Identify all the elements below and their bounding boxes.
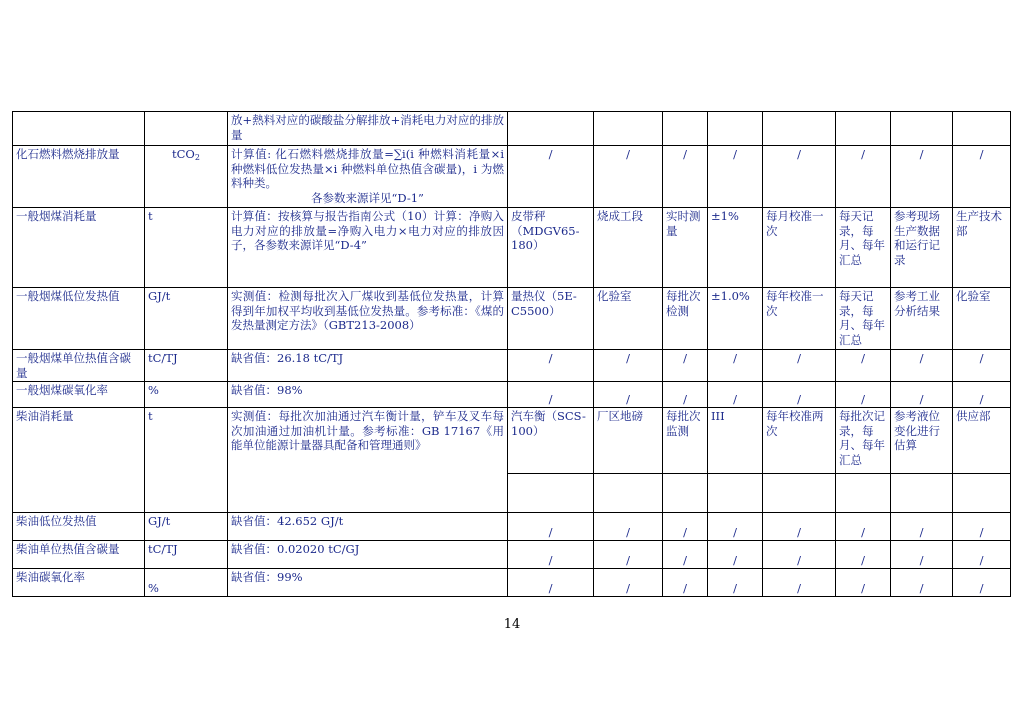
unit-cell: t [145, 408, 228, 513]
empty-cell [508, 474, 594, 513]
slash-cell: / [508, 541, 594, 569]
empty-cell [836, 474, 891, 513]
slash-cell: / [836, 382, 891, 408]
slash-cell: / [708, 350, 763, 382]
slash-cell: / [508, 513, 594, 541]
slash-cell: / [891, 146, 953, 208]
department-cell: 化验室 [953, 288, 1011, 350]
empty-cell [953, 474, 1011, 513]
source-note: 各参数来源详见“D-1” [311, 190, 424, 205]
slash-cell: / [763, 382, 836, 408]
slash-cell: / [953, 146, 1011, 208]
slash-cell: / [763, 350, 836, 382]
empty-cell [663, 474, 708, 513]
param-name-cell: 柴油单位热值含碳量 [13, 541, 145, 569]
slash-cell: / [708, 569, 763, 597]
empty-cell [836, 112, 891, 146]
slash-cell: / [836, 513, 891, 541]
slash-cell: / [594, 146, 663, 208]
source-cell: 缺省值：26.18 tC/TJ [228, 350, 508, 382]
slash-cell: / [891, 569, 953, 597]
audit-cell: 参考工业分析结果 [891, 288, 953, 350]
table-row [13, 288, 1011, 350]
slash-cell: / [891, 382, 953, 408]
slash-cell: / [594, 569, 663, 597]
slash-cell: / [663, 350, 708, 382]
table-row [13, 146, 1011, 208]
slash-cell: / [953, 513, 1011, 541]
department-cell: 供应部 [953, 408, 1011, 474]
audit-cell: 参考液位变化进行估算 [891, 408, 953, 474]
meter-cell: 皮带秤（MDGV65-180） [508, 208, 594, 288]
slash-cell: / [663, 146, 708, 208]
record-cell: 每批次记录，每月、每年汇总 [836, 408, 891, 474]
empty-cell [953, 112, 1011, 146]
source-cell: 缺省值：98% [228, 382, 508, 408]
slash-cell: / [708, 541, 763, 569]
accuracy-cell: ±1% [708, 208, 763, 288]
meter-cell: 量热仪（5E-C5500） [508, 288, 594, 350]
frequency-cell: 每批次检测 [663, 288, 708, 350]
source-cell [228, 146, 508, 208]
param-name-cell: 柴油低位发热值 [13, 513, 145, 541]
record-cell: 每天记录，每月、每年汇总 [836, 288, 891, 350]
source-cell: 缺省值：99% [228, 569, 508, 597]
slash-cell: / [508, 146, 594, 208]
slash-cell: / [891, 513, 953, 541]
source-cell: 缺省值：42.652 GJ/t [228, 513, 508, 541]
source-cell: 放+熱料对应的碳酸盐分解排放+消耗电力对应的排放量 [228, 112, 508, 146]
location-cell: 烧成工段 [594, 208, 663, 288]
source-cell: 实测值：检测每批次入厂煤收到基低位发热量，计算得到年加权平均收到基低位发热量。参考标准：《煤的发热量测定方法》（GBT213-2008） [228, 288, 508, 350]
calibration-cell: 每年校准一次 [763, 288, 836, 350]
slash-cell: / [708, 382, 763, 408]
slash-cell: / [663, 569, 708, 597]
slash-cell: / [508, 382, 594, 408]
empty-cell [708, 474, 763, 513]
slash-cell: / [594, 382, 663, 408]
table-row [13, 350, 1011, 382]
table-row [13, 513, 1011, 541]
param-name-cell: 一般烟煤消耗量 [13, 208, 145, 288]
slash-cell: / [594, 513, 663, 541]
table-row [13, 541, 1011, 569]
slash-cell: / [836, 350, 891, 382]
audit-cell: 参考现场生产数据和运行记录 [891, 208, 953, 288]
page-number: 14 [503, 617, 521, 632]
location-cell: 厂区地磅 [594, 408, 663, 474]
param-name-cell: 一般烟煤碳氧化率 [13, 382, 145, 408]
unit-cell [145, 112, 228, 146]
unit-cell: tC/TJ [145, 350, 228, 382]
slash-cell: / [836, 541, 891, 569]
unit-subscript: 2 [194, 153, 200, 162]
frequency-cell: 每批次监测 [663, 408, 708, 474]
slash-cell: / [836, 569, 891, 597]
slash-cell: / [594, 350, 663, 382]
unit-text: tCO [172, 147, 195, 161]
location-cell: 化验室 [594, 288, 663, 350]
slash-cell: / [763, 541, 836, 569]
calibration-cell: 每年校准两次 [763, 408, 836, 474]
accuracy-cell: ±1.0% [708, 288, 763, 350]
slash-cell: / [763, 146, 836, 208]
slash-cell: / [594, 541, 663, 569]
slash-cell: / [663, 513, 708, 541]
param-name-cell [13, 112, 145, 146]
unit-cell: % [145, 382, 228, 408]
unit-cell: tC/TJ [145, 541, 228, 569]
table-row [13, 112, 1011, 146]
empty-cell [891, 474, 953, 513]
param-name-cell: 一般烟煤低位发热值 [13, 288, 145, 350]
department-cell: 生产技术部 [953, 208, 1011, 288]
slash-cell: / [763, 569, 836, 597]
unit-cell: GJ/t [145, 288, 228, 350]
slash-cell: / [508, 569, 594, 597]
empty-cell [594, 112, 663, 146]
monitoring-plan-table [12, 111, 1011, 597]
slash-cell: / [891, 541, 953, 569]
slash-cell: / [663, 541, 708, 569]
slash-cell: / [953, 569, 1011, 597]
slash-cell: / [836, 146, 891, 208]
slash-cell: / [953, 350, 1011, 382]
empty-cell [508, 112, 594, 146]
calibration-cell: 每月校准一次 [763, 208, 836, 288]
unit-cell: % [145, 569, 228, 597]
slash-cell: / [708, 513, 763, 541]
table-row [13, 408, 1011, 474]
param-name-cell: 柴油碳氧化率 [13, 569, 145, 597]
unit-cell: GJ/t [145, 513, 228, 541]
empty-cell [763, 474, 836, 513]
empty-cell [891, 112, 953, 146]
slash-cell: / [953, 382, 1011, 408]
frequency-cell: 实时测量 [663, 208, 708, 288]
empty-cell [663, 112, 708, 146]
slash-cell: / [763, 513, 836, 541]
empty-cell [594, 474, 663, 513]
accuracy-cell: III [708, 408, 763, 474]
source-cell: 计算值：按核算与报告指南公式（10）计算：净购入电力对应的排放量=净购入电力×电力对应的排放因子，各参数来源详见“D-4” [228, 208, 508, 288]
unit-cell: t [145, 208, 228, 288]
meter-cell: 汽车衡（SCS-100） [508, 408, 594, 474]
unit-cell [145, 146, 228, 208]
slash-cell: / [508, 350, 594, 382]
table-row [13, 569, 1011, 597]
param-name-cell: 一般烟煤单位热值含碳量 [13, 350, 145, 382]
table-row [13, 382, 1011, 408]
slash-cell: / [891, 350, 953, 382]
empty-cell [708, 112, 763, 146]
param-name-cell: 化石燃料燃烧排放量 [13, 146, 145, 208]
empty-cell [763, 112, 836, 146]
source-text: 计算值: 化石燃料燃烧排放量=∑i(i 种燃料消耗量×i 种燃料低位发热量×i 种燃料单位热值含碳量)，i 为燃料种类。 [231, 147, 504, 190]
source-cell: 缺省值：0.02020 tC/GJ [228, 541, 508, 569]
param-name-cell: 柴油消耗量 [13, 408, 145, 513]
source-cell: 实测值：每批次加油通过汽车衡计量，铲车及叉车每次加油通过加油机计量。参考标准：GB 17167《用能单位能源计量器具配备和管理通则》 [228, 408, 508, 513]
record-cell: 每天记录，每月、每年汇总 [836, 208, 891, 288]
slash-cell: / [663, 382, 708, 408]
slash-cell: / [953, 541, 1011, 569]
slash-cell: / [708, 146, 763, 208]
table-row [13, 208, 1011, 288]
